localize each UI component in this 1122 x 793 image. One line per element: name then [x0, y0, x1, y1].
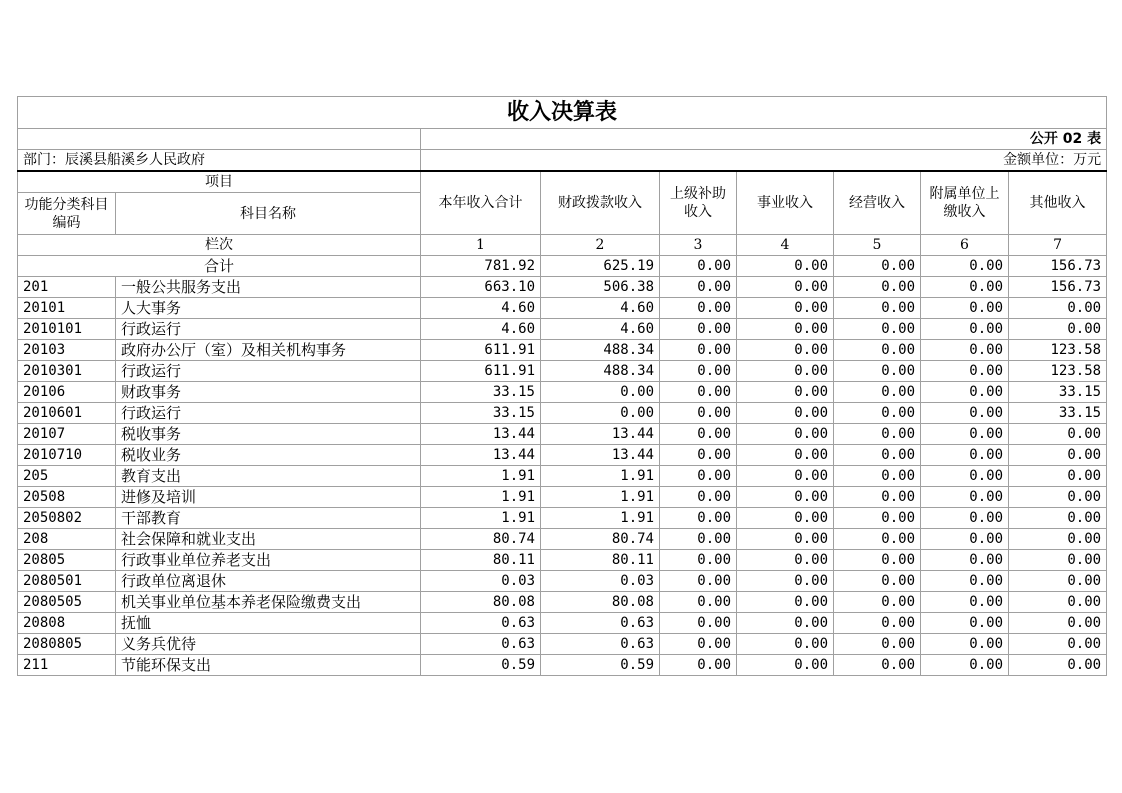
value-cell: 0.00	[834, 424, 921, 445]
subject-name-cell: 干部教育	[116, 508, 421, 529]
value-cell: 0.00	[1009, 529, 1107, 550]
value-cell: 0.00	[541, 403, 660, 424]
value-cell: 0.00	[737, 277, 834, 298]
column-number-label: 栏次	[18, 235, 421, 256]
value-cell: 0.00	[834, 298, 921, 319]
value-cell: 80.08	[421, 592, 541, 613]
value-cell: 0.00	[737, 550, 834, 571]
table-row	[18, 298, 1107, 319]
value-cell: 0.00	[1009, 508, 1107, 529]
value-cell: 0.00	[834, 550, 921, 571]
value-cell: 0.00	[921, 466, 1009, 487]
header-operating: 经营收入	[834, 171, 921, 235]
func-code-cell: 20107	[18, 424, 116, 445]
value-cell: 0.00	[737, 613, 834, 634]
table-row	[18, 634, 1107, 655]
value-cell: 80.74	[541, 529, 660, 550]
value-cell: 80.11	[421, 550, 541, 571]
value-cell: 0.00	[834, 340, 921, 361]
func-code-cell: 2080505	[18, 592, 116, 613]
func-code-cell: 2010301	[18, 361, 116, 382]
value-cell: 0.00	[1009, 466, 1107, 487]
value-cell: 0.00	[834, 487, 921, 508]
value-cell: 0.00	[660, 319, 737, 340]
value-cell: 0.00	[834, 613, 921, 634]
value-cell: 0.00	[660, 403, 737, 424]
value-cell: 1.91	[541, 466, 660, 487]
column-number: 3	[660, 235, 737, 256]
column-number: 2	[541, 235, 660, 256]
value-cell: 0.00	[1009, 655, 1107, 676]
value-cell: 0.00	[660, 571, 737, 592]
table-row	[18, 655, 1107, 676]
unit-label: 金额单位：万元	[421, 150, 1107, 172]
value-cell: 0.00	[660, 424, 737, 445]
value-cell: 0.00	[834, 319, 921, 340]
func-code-cell: 2010601	[18, 403, 116, 424]
value-cell: 0.00	[737, 340, 834, 361]
value-cell: 0.00	[921, 361, 1009, 382]
value-cell: 0.00	[921, 508, 1009, 529]
subject-name-cell: 人大事务	[116, 298, 421, 319]
value-cell: 0.00	[834, 529, 921, 550]
total-value-cell: 625.19	[541, 256, 660, 277]
value-cell: 0.00	[660, 634, 737, 655]
value-cell: 611.91	[421, 340, 541, 361]
value-cell: 13.44	[421, 445, 541, 466]
value-cell: 0.00	[737, 445, 834, 466]
table-row	[18, 508, 1107, 529]
value-cell: 0.00	[737, 634, 834, 655]
table-row	[18, 571, 1107, 592]
income-table	[17, 96, 1107, 676]
value-cell: 0.00	[660, 508, 737, 529]
subject-name-cell: 行政单位离退休	[116, 571, 421, 592]
subject-name-cell: 进修及培训	[116, 487, 421, 508]
header-affiliated: 附属单位上缴收入	[921, 171, 1009, 235]
value-cell: 488.34	[541, 340, 660, 361]
func-code-cell: 2010101	[18, 319, 116, 340]
header-func-code: 功能分类科目编码	[18, 193, 116, 235]
value-cell: 123.58	[1009, 361, 1107, 382]
value-cell: 0.00	[660, 445, 737, 466]
value-cell: 80.08	[541, 592, 660, 613]
subject-name-cell: 行政运行	[116, 361, 421, 382]
value-cell: 0.00	[660, 340, 737, 361]
value-cell: 0.00	[921, 319, 1009, 340]
value-cell: 0.00	[921, 382, 1009, 403]
total-value-cell: 0.00	[921, 256, 1009, 277]
column-number: 5	[834, 235, 921, 256]
subject-name-cell: 行政事业单位养老支出	[116, 550, 421, 571]
value-cell: 0.00	[921, 424, 1009, 445]
value-cell: 0.00	[737, 529, 834, 550]
value-cell: 0.00	[921, 613, 1009, 634]
value-cell: 0.00	[834, 361, 921, 382]
value-cell: 0.00	[921, 445, 1009, 466]
subject-name-cell: 行政运行	[116, 319, 421, 340]
code-row-blank	[18, 129, 421, 150]
value-cell: 611.91	[421, 361, 541, 382]
table-row	[18, 361, 1107, 382]
value-cell: 0.00	[834, 445, 921, 466]
func-code-cell: 20508	[18, 487, 116, 508]
subject-name-cell: 财政事务	[116, 382, 421, 403]
value-cell: 0.00	[660, 298, 737, 319]
value-cell: 0.00	[834, 466, 921, 487]
value-cell: 33.15	[1009, 382, 1107, 403]
value-cell: 0.00	[737, 508, 834, 529]
func-code-cell: 2080501	[18, 571, 116, 592]
value-cell: 0.00	[834, 592, 921, 613]
table-row	[18, 613, 1107, 634]
table-row	[18, 550, 1107, 571]
header-other: 其他收入	[1009, 171, 1107, 235]
value-cell: 0.00	[1009, 319, 1107, 340]
value-cell: 1.91	[421, 487, 541, 508]
value-cell: 0.00	[921, 571, 1009, 592]
func-code-cell: 205	[18, 466, 116, 487]
column-number: 6	[921, 235, 1009, 256]
subject-name-cell: 抚恤	[116, 613, 421, 634]
value-cell: 4.60	[421, 319, 541, 340]
column-number: 4	[737, 235, 834, 256]
value-cell: 0.00	[660, 277, 737, 298]
value-cell: 0.00	[660, 655, 737, 676]
value-cell: 0.00	[660, 487, 737, 508]
page-title: 收入决算表	[18, 97, 1107, 129]
value-cell: 0.00	[834, 655, 921, 676]
value-cell: 0.00	[921, 655, 1009, 676]
total-value-cell: 0.00	[737, 256, 834, 277]
value-cell: 0.00	[921, 529, 1009, 550]
value-cell: 0.00	[834, 277, 921, 298]
value-cell: 0.00	[737, 571, 834, 592]
income-statement-sheet	[17, 96, 1106, 676]
func-code-cell: 2080805	[18, 634, 116, 655]
total-label: 合计	[18, 256, 421, 277]
value-cell: 0.00	[660, 529, 737, 550]
value-cell: 0.00	[737, 319, 834, 340]
value-cell: 0.00	[1009, 571, 1107, 592]
value-cell: 488.34	[541, 361, 660, 382]
table-row	[18, 466, 1107, 487]
func-code-cell: 20805	[18, 550, 116, 571]
value-cell: 0.59	[541, 655, 660, 676]
value-cell: 0.00	[737, 655, 834, 676]
value-cell: 0.00	[660, 361, 737, 382]
value-cell: 0.03	[421, 571, 541, 592]
value-cell: 0.00	[660, 550, 737, 571]
value-cell: 4.60	[421, 298, 541, 319]
value-cell: 0.00	[1009, 487, 1107, 508]
subject-name-cell: 社会保障和就业支出	[116, 529, 421, 550]
value-cell: 0.00	[737, 382, 834, 403]
value-cell: 13.44	[421, 424, 541, 445]
total-value-cell: 781.92	[421, 256, 541, 277]
value-cell: 0.00	[660, 592, 737, 613]
value-cell: 0.00	[1009, 298, 1107, 319]
value-cell: 0.00	[921, 403, 1009, 424]
value-cell: 0.00	[834, 634, 921, 655]
value-cell: 0.00	[921, 340, 1009, 361]
value-cell: 0.00	[921, 487, 1009, 508]
column-number: 1	[421, 235, 541, 256]
header-superior: 上级补助收入	[660, 171, 737, 235]
form-code: 公开 02 表	[421, 129, 1107, 150]
func-code-cell: 20808	[18, 613, 116, 634]
value-cell: 0.00	[834, 403, 921, 424]
func-code-cell: 20106	[18, 382, 116, 403]
value-cell: 0.00	[921, 592, 1009, 613]
table-row	[18, 382, 1107, 403]
value-cell: 0.00	[834, 382, 921, 403]
table-row	[18, 487, 1107, 508]
value-cell: 1.91	[541, 508, 660, 529]
func-code-cell: 2010710	[18, 445, 116, 466]
table-row	[18, 445, 1107, 466]
value-cell: 0.00	[834, 508, 921, 529]
value-cell: 0.00	[737, 466, 834, 487]
func-code-cell: 2050802	[18, 508, 116, 529]
value-cell: 0.63	[541, 634, 660, 655]
func-code-cell: 20103	[18, 340, 116, 361]
value-cell: 506.38	[541, 277, 660, 298]
value-cell: 0.00	[737, 361, 834, 382]
table-row	[18, 277, 1107, 298]
value-cell: 0.00	[921, 277, 1009, 298]
value-cell: 123.58	[1009, 340, 1107, 361]
header-subject-name: 科目名称	[116, 193, 421, 235]
value-cell: 1.91	[421, 466, 541, 487]
subject-name-cell: 行政运行	[116, 403, 421, 424]
value-cell: 0.00	[660, 613, 737, 634]
value-cell: 4.60	[541, 319, 660, 340]
table-row	[18, 592, 1107, 613]
func-code-cell: 201	[18, 277, 116, 298]
value-cell: 0.00	[1009, 634, 1107, 655]
value-cell: 0.00	[921, 550, 1009, 571]
table-row	[18, 403, 1107, 424]
func-code-cell: 208	[18, 529, 116, 550]
value-cell: 1.91	[421, 508, 541, 529]
header-total-income: 本年收入合计	[421, 171, 541, 235]
value-cell: 80.11	[541, 550, 660, 571]
value-cell: 0.63	[421, 613, 541, 634]
func-code-cell: 211	[18, 655, 116, 676]
subject-name-cell: 政府办公厅（室）及相关机构事务	[116, 340, 421, 361]
value-cell: 0.00	[1009, 613, 1107, 634]
value-cell: 33.15	[1009, 403, 1107, 424]
value-cell: 0.63	[421, 634, 541, 655]
value-cell: 0.00	[1009, 445, 1107, 466]
value-cell: 0.00	[737, 592, 834, 613]
func-code-cell: 20101	[18, 298, 116, 319]
value-cell: 4.60	[541, 298, 660, 319]
total-value-cell: 0.00	[834, 256, 921, 277]
subject-name-cell: 机关事业单位基本养老保险缴费支出	[116, 592, 421, 613]
value-cell: 13.44	[541, 424, 660, 445]
value-cell: 156.73	[1009, 277, 1107, 298]
header-business: 事业收入	[737, 171, 834, 235]
value-cell: 13.44	[541, 445, 660, 466]
department-label: 部门：辰溪县船溪乡人民政府	[18, 150, 421, 172]
value-cell: 0.00	[834, 571, 921, 592]
subject-name-cell: 税收事务	[116, 424, 421, 445]
table-row	[18, 529, 1107, 550]
subject-name-cell: 教育支出	[116, 466, 421, 487]
subject-name-cell: 义务兵优待	[116, 634, 421, 655]
value-cell: 0.59	[421, 655, 541, 676]
value-cell: 0.00	[660, 382, 737, 403]
value-cell: 0.00	[737, 424, 834, 445]
header-item: 项目	[18, 171, 421, 193]
value-cell: 0.00	[737, 487, 834, 508]
column-number: 7	[1009, 235, 1107, 256]
subject-name-cell: 税收业务	[116, 445, 421, 466]
value-cell: 0.00	[737, 403, 834, 424]
value-cell: 0.00	[541, 382, 660, 403]
value-cell: 0.03	[541, 571, 660, 592]
value-cell: 33.15	[421, 382, 541, 403]
value-cell: 0.00	[1009, 592, 1107, 613]
value-cell: 0.00	[921, 298, 1009, 319]
value-cell: 0.00	[1009, 424, 1107, 445]
value-cell: 663.10	[421, 277, 541, 298]
value-cell: 0.63	[541, 613, 660, 634]
value-cell: 0.00	[921, 634, 1009, 655]
value-cell: 0.00	[1009, 550, 1107, 571]
value-cell: 80.74	[421, 529, 541, 550]
header-fiscal: 财政拨款收入	[541, 171, 660, 235]
table-row	[18, 424, 1107, 445]
table-row	[18, 340, 1107, 361]
subject-name-cell: 节能环保支出	[116, 655, 421, 676]
total-value-cell: 156.73	[1009, 256, 1107, 277]
subject-name-cell: 一般公共服务支出	[116, 277, 421, 298]
value-cell: 0.00	[737, 298, 834, 319]
total-value-cell: 0.00	[660, 256, 737, 277]
table-row	[18, 319, 1107, 340]
value-cell: 0.00	[660, 466, 737, 487]
value-cell: 1.91	[541, 487, 660, 508]
value-cell: 33.15	[421, 403, 541, 424]
